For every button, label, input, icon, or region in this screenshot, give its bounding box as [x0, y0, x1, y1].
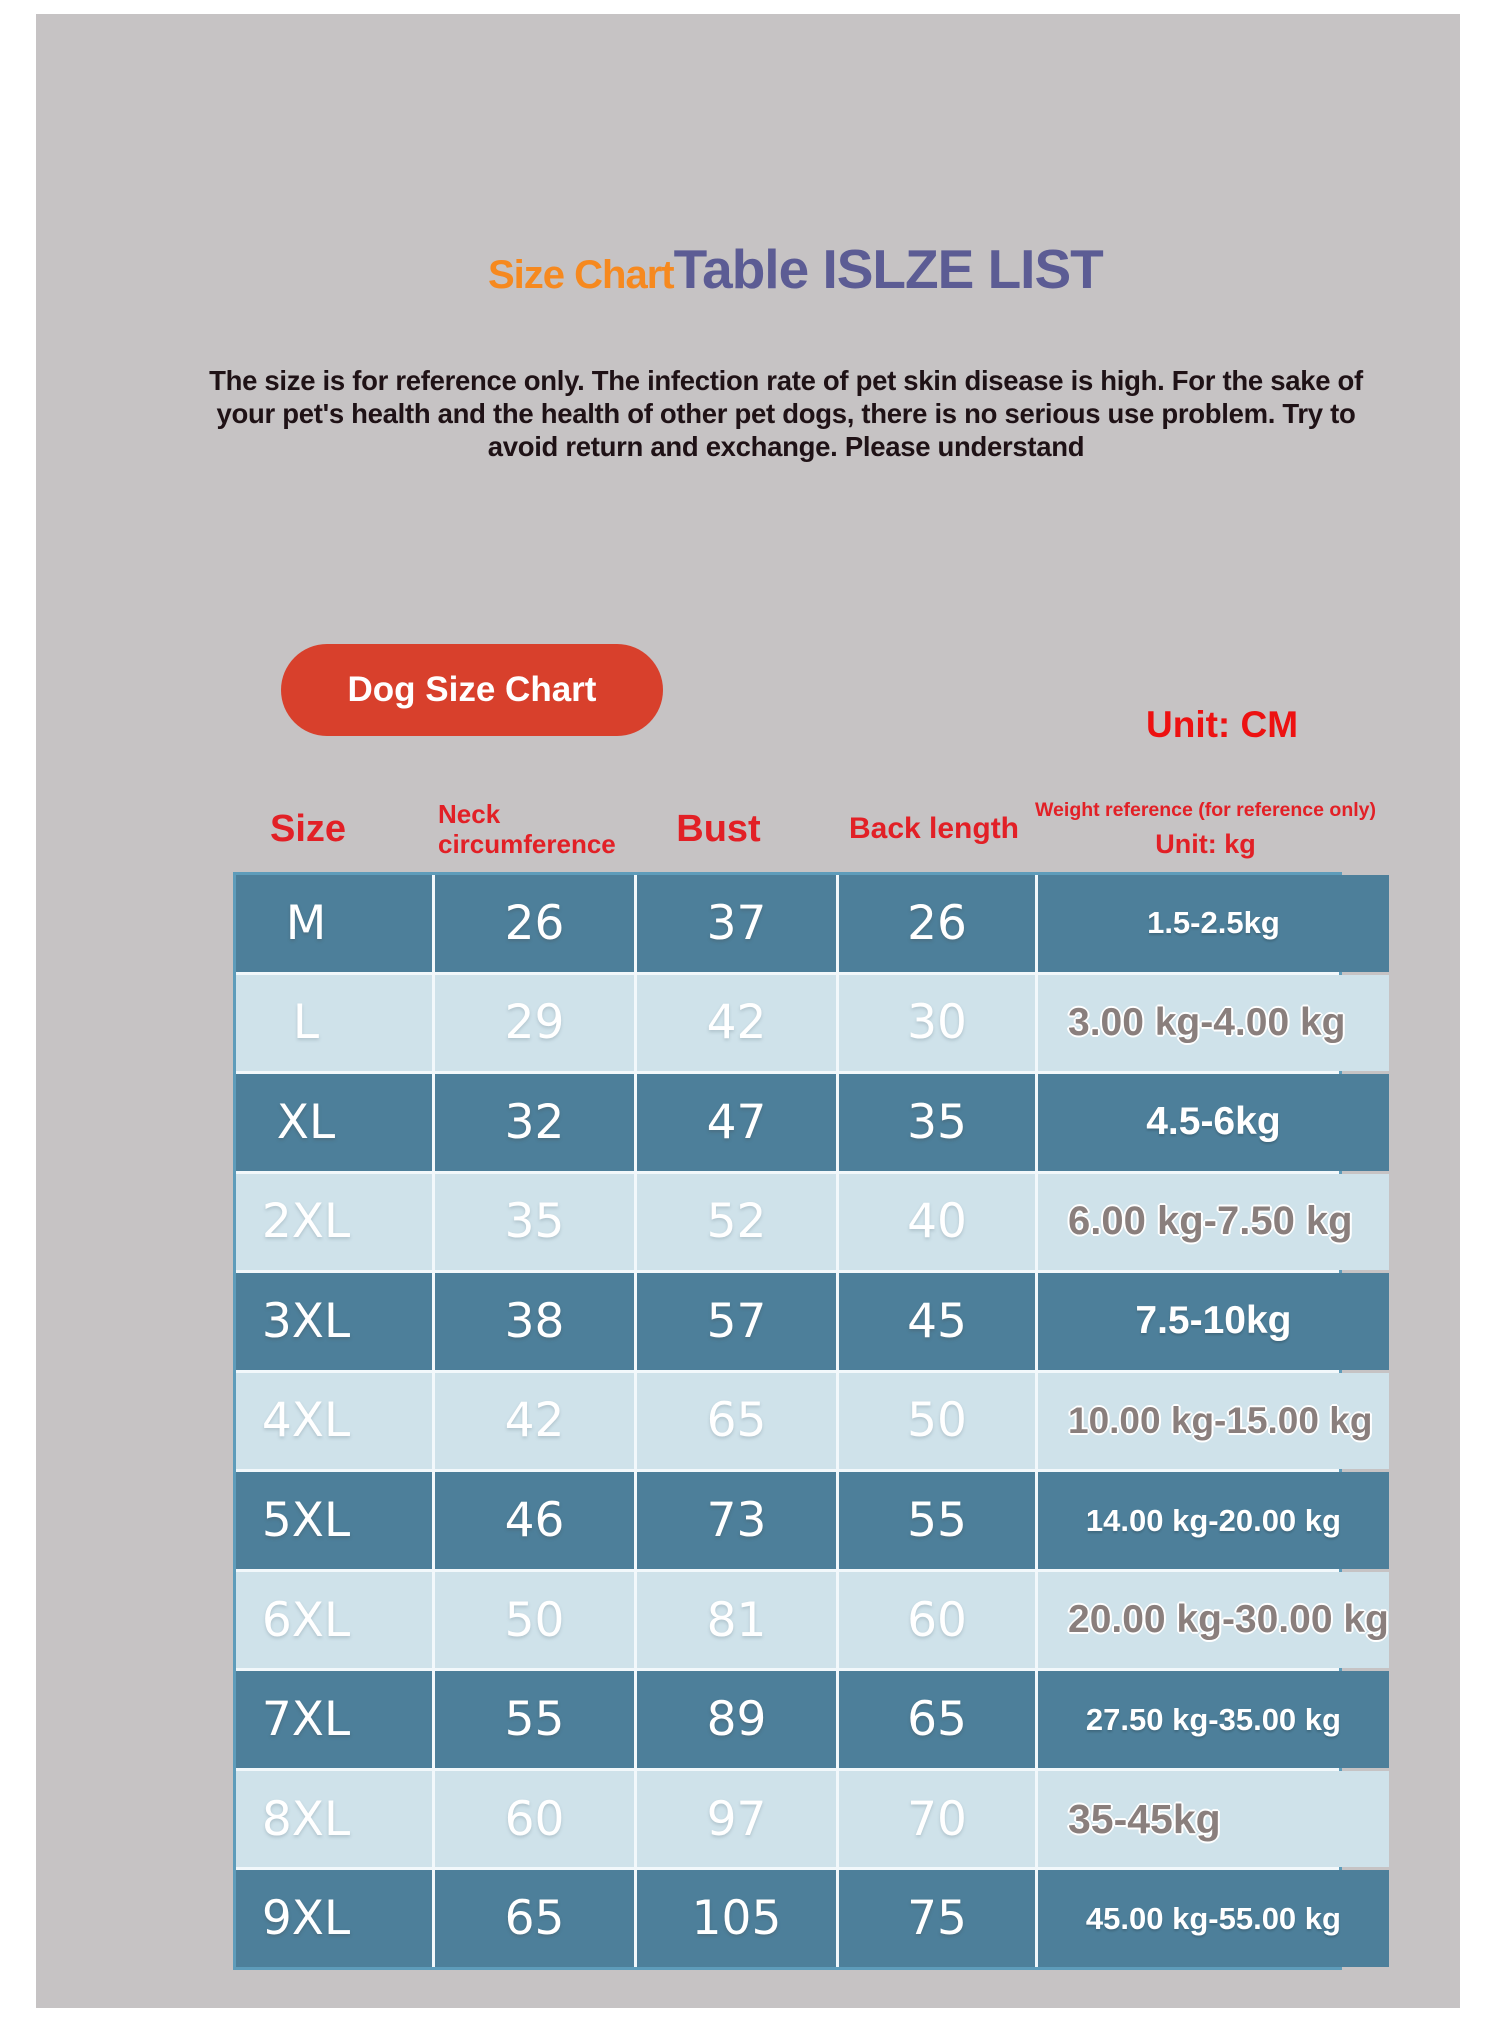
table-cell: 105	[637, 1870, 836, 1967]
table-header-row	[233, 786, 1376, 872]
table-cell: 40	[839, 1174, 1035, 1271]
table-cell: 42	[435, 1373, 634, 1470]
table-cell-size: XL	[236, 1074, 432, 1171]
table-cell: 38	[435, 1273, 634, 1370]
table-cell: 73	[637, 1472, 836, 1569]
table-cell-weight: 20.00 kg-30.00 kg	[1038, 1572, 1389, 1669]
column-header-bust: Bust	[676, 807, 761, 850]
table-cell-weight: 6.00 kg-7.50 kg	[1038, 1174, 1389, 1271]
table-cell: 26	[435, 875, 634, 972]
table-cell-weight: 7.5-10kg	[1038, 1273, 1389, 1370]
unit-cm-label: Unit: CM	[1146, 704, 1299, 745]
dog-size-chart-badge	[281, 644, 663, 736]
table-cell-weight: 35-45kg	[1038, 1771, 1389, 1868]
page-title-main: Table ISLZE LIST	[673, 238, 1103, 300]
table-cell: 57	[637, 1273, 836, 1370]
table-cell: 30	[839, 975, 1035, 1072]
table-cell: 35	[839, 1074, 1035, 1171]
column-header-back-length: Back length	[848, 812, 1020, 845]
dog-size-chart-badge-label: Dog Size Chart	[347, 670, 597, 709]
table-cell: 52	[637, 1174, 836, 1271]
table-cell: 46	[435, 1472, 634, 1569]
table-cell: 37	[637, 875, 836, 972]
column-header-size: Size	[269, 807, 347, 850]
weight-header-unit: Unit: kg	[1155, 828, 1256, 859]
table-cell: 65	[435, 1870, 634, 1967]
weight-header-title: Weight reference (for reference only)	[1035, 798, 1376, 821]
table-cell-weight: 10.00 kg-15.00 kg	[1038, 1373, 1389, 1470]
size-disclaimer-text: The size is for reference only. The infection rate of pet skin disease is high. For the sake of your pet's health and the health of other pet dogs, there is no serious use problem. Try to avoid return and exchange. Please understand	[209, 365, 1363, 462]
table-cell: 60	[839, 1572, 1035, 1669]
table-cell-size: 2XL	[236, 1174, 432, 1271]
table-cell: 81	[637, 1572, 836, 1669]
table-cell: 50	[435, 1572, 634, 1669]
table-cell: 32	[435, 1074, 634, 1171]
table-cell: 65	[839, 1671, 1035, 1768]
table-cell-size: M	[236, 875, 432, 972]
table-cell-weight: 3.00 kg-4.00 kg	[1038, 975, 1389, 1072]
table-cell-weight: 14.00 kg-20.00 kg	[1038, 1472, 1389, 1569]
table-cell-weight: 45.00 kg-55.00 kg	[1038, 1870, 1389, 1967]
table-cell: 70	[839, 1771, 1035, 1868]
table-cell-size: 8XL	[236, 1771, 432, 1868]
table-cell-size: 4XL	[236, 1373, 432, 1470]
table-cell: 26	[839, 875, 1035, 972]
gray-background-panel	[36, 14, 1460, 2008]
column-header-weight	[1035, 799, 1376, 860]
table-cell: 29	[435, 975, 634, 1072]
table-cell: 45	[839, 1273, 1035, 1370]
table-cell-weight: 4.5-6kg	[1038, 1074, 1389, 1171]
table-cell: 89	[637, 1671, 836, 1768]
table-cell-size: L	[236, 975, 432, 1072]
table-cell: 97	[637, 1771, 836, 1868]
table-cell-size: 7XL	[236, 1671, 432, 1768]
table-cell-weight: 1.5-2.5kg	[1038, 875, 1389, 972]
table-cell: 60	[435, 1771, 634, 1868]
table-cell: 42	[637, 975, 836, 1072]
page-title-prefix: Size Chart	[488, 253, 674, 297]
table-cell-weight: 27.50 kg-35.00 kg	[1038, 1671, 1389, 1768]
table-cell: 47	[637, 1074, 836, 1171]
page-title	[488, 238, 1103, 300]
table-cell: 55	[435, 1671, 634, 1768]
table-cell-size: 5XL	[236, 1472, 432, 1569]
table-cell-size: 3XL	[236, 1273, 432, 1370]
table-cell: 55	[839, 1472, 1035, 1569]
table-cell: 65	[637, 1373, 836, 1470]
column-header-neck: Neck circumference	[438, 799, 616, 859]
size-table-body	[233, 872, 1389, 1970]
table-cell: 35	[435, 1174, 634, 1271]
table-cell: 50	[839, 1373, 1035, 1470]
table-cell: 75	[839, 1870, 1035, 1967]
table-cell-size: 6XL	[236, 1572, 432, 1669]
table-cell-size: 9XL	[236, 1870, 432, 1967]
